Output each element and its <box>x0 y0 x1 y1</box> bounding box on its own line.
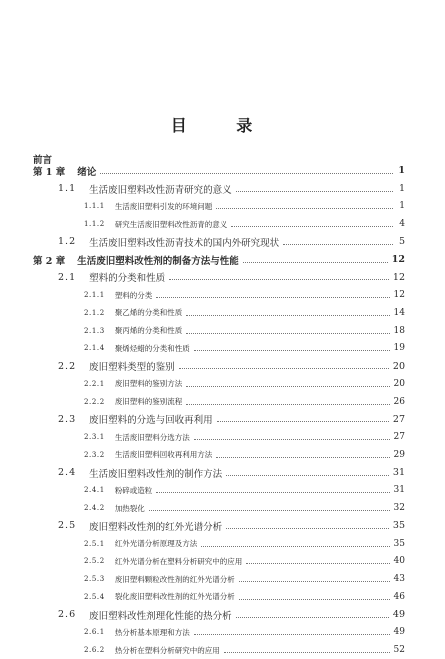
toc-entry-number: 2.4 <box>58 467 77 479</box>
toc-entry-number: 2.3 <box>58 413 77 425</box>
toc-entry-number: 2.1.4 <box>84 344 105 353</box>
toc-chapter-entry <box>0 162 445 180</box>
toc-page-number: 1 <box>398 165 405 177</box>
toc-entry-heading <box>84 378 182 389</box>
toc-section-entry <box>0 411 445 429</box>
toc-section-entry <box>0 464 445 482</box>
toc-entry-heading <box>84 290 152 301</box>
toc-page-number: 1 <box>398 183 405 195</box>
toc-page-number: 40 <box>393 556 405 567</box>
toc-entry-title: 废旧塑料改性剂理化性能的热分析 <box>89 610 232 622</box>
toc-page-number: 35 <box>392 520 405 532</box>
toc-entry-heading <box>84 485 152 496</box>
toc-subsection-entry <box>0 624 445 642</box>
toc-page-number: 46 <box>393 591 405 602</box>
toc-page-number: 27 <box>392 413 405 425</box>
toc-page-number: 1 <box>399 201 405 212</box>
toc-entry-number: 2.1.1 <box>84 291 105 300</box>
dot-leader <box>226 527 389 529</box>
toc-entry-title: 聚乙烯的分类和性质 <box>114 308 183 318</box>
toc-entry-title: 废旧塑料改性剂的红外光谱分析 <box>89 521 223 533</box>
toc-entry-title: 生活废旧塑料引发的环境问题 <box>114 201 213 211</box>
toc-entry-number: 2.1.3 <box>84 326 105 335</box>
dot-leader <box>243 261 388 263</box>
toc-entry-heading <box>33 164 96 178</box>
toc-subsection-entry <box>0 641 445 659</box>
dot-leader <box>224 651 390 653</box>
toc-entry-number: 2.1 <box>58 271 77 283</box>
page-title: 目 录 <box>170 116 275 135</box>
toc-entry-number: 2.2.1 <box>84 379 105 388</box>
toc-entry-heading <box>84 325 182 336</box>
dot-leader <box>231 225 393 227</box>
toc-section-entry <box>0 606 445 624</box>
toc-entry-title: 红外光谱分析原理及方法 <box>114 539 198 549</box>
toc-entry-title: 生活废旧塑料分选方法 <box>114 432 190 442</box>
toc-entry-title: 绪论 <box>77 166 97 178</box>
toc-page-number: 52 <box>393 645 405 656</box>
toc-entry-number: 2.5.3 <box>84 575 105 584</box>
toc-entry-number: 2.4.2 <box>84 504 105 513</box>
toc-entry-number: 2.5.1 <box>84 539 105 548</box>
dot-leader <box>186 332 389 334</box>
toc-entry-heading <box>58 270 165 284</box>
toc-entry-title: 热分析基本原理和方法 <box>114 627 190 637</box>
dot-leader <box>179 367 389 369</box>
toc-entry-number: 2.5.4 <box>84 592 105 601</box>
toc-page-number: 32 <box>393 503 405 514</box>
toc-page-number: 27 <box>393 432 405 443</box>
toc-section-entry <box>0 180 445 198</box>
toc-entry-title: 废旧塑料的鉴别方法 <box>114 379 183 389</box>
dot-leader <box>226 474 389 476</box>
toc-entry-title: 废旧塑料的鉴别流程 <box>114 397 183 407</box>
toc-page-number: 12 <box>391 254 405 266</box>
toc-entry-heading <box>84 219 227 230</box>
toc-page-number: 12 <box>393 290 405 301</box>
toc-entry-heading <box>58 235 279 249</box>
toc-page-number: 26 <box>393 396 405 407</box>
toc-entry-title: 聚烯烃蜡的分类和性质 <box>114 343 190 353</box>
dot-leader <box>239 598 390 600</box>
dot-leader <box>216 456 389 458</box>
toc-entry-heading <box>84 307 182 318</box>
toc-entry-number: 2.3.2 <box>84 450 105 459</box>
toc-chapter-entry <box>0 251 445 269</box>
toc-entry-heading <box>84 201 212 212</box>
toc-entry-title: 红外光谱分析在塑料分析研究中的应用 <box>114 556 243 566</box>
preface-entry: 前言 <box>33 155 53 166</box>
toc-entry-heading <box>84 574 235 585</box>
toc-entry-title: 废旧塑料的分选与回收再利用 <box>89 415 213 427</box>
toc-subsection-entry <box>0 588 445 606</box>
toc-section-entry <box>0 269 445 287</box>
toc-entry-number: 1.1.2 <box>84 220 105 229</box>
toc-entry-number: 2.5 <box>58 520 77 532</box>
toc-page-number: 20 <box>392 360 405 372</box>
toc-entry-title: 加热裂化 <box>114 503 145 513</box>
toc-entry-number: 2.2.2 <box>84 397 105 406</box>
toc-entry-title: 塑料的分类 <box>114 290 153 300</box>
toc-subsection-entry <box>0 553 445 571</box>
toc-entry-heading <box>58 608 232 622</box>
toc-page-number: 20 <box>393 378 405 389</box>
toc-entry-number: 2.6 <box>58 609 77 621</box>
toc-page-number: 31 <box>393 485 405 496</box>
toc-subsection-entry <box>0 340 445 358</box>
toc-entry-title: 热分析在塑料分析研究中的应用 <box>114 645 220 655</box>
toc-entry-heading <box>58 359 175 373</box>
toc-section-entry <box>0 357 445 375</box>
toc-subsection-entry <box>0 393 445 411</box>
toc-page-number: 49 <box>393 627 405 638</box>
toc-subsection-entry <box>0 215 445 233</box>
dot-leader <box>201 545 389 547</box>
dot-leader <box>169 278 389 280</box>
toc-entry-title: 研究生活废旧塑料改性沥青的意义 <box>114 219 228 229</box>
toc-entry-number: 2.5.2 <box>84 557 105 566</box>
dot-leader <box>156 296 389 298</box>
toc-page-number: 29 <box>393 449 405 460</box>
toc-section-entry <box>0 233 445 251</box>
toc-entry-title: 生活废旧塑料改性剂的制备方法与性能 <box>77 255 239 267</box>
toc-subsection-entry <box>0 286 445 304</box>
dot-leader <box>217 420 389 422</box>
toc-page-number: 43 <box>393 574 405 585</box>
toc-entry-heading <box>58 182 232 196</box>
toc-entry-heading <box>58 519 222 533</box>
toc-entry-number: 2.2 <box>58 360 77 372</box>
dot-leader <box>246 562 389 564</box>
dot-leader <box>100 172 393 174</box>
dot-leader <box>186 403 389 405</box>
toc-entry-title: 裂化废旧塑料改性剂的红外光谱分析 <box>114 592 235 602</box>
table-of-contents <box>0 162 445 659</box>
dot-leader <box>236 190 393 192</box>
toc-entry-number: 2.6.2 <box>84 646 105 655</box>
toc-entry-title: 生活废旧塑料改性沥青技术的国内外研究现状 <box>89 237 280 249</box>
toc-page-number: 49 <box>392 609 405 621</box>
toc-entry-number: 2.1.2 <box>84 308 105 317</box>
toc-entry-number: 2.4.1 <box>84 486 105 495</box>
toc-entry-heading <box>84 645 220 656</box>
toc-entry-heading <box>58 466 222 480</box>
toc-subsection-entry <box>0 535 445 553</box>
toc-entry-heading <box>84 449 212 460</box>
toc-entry-number: 第 1 章 <box>33 166 66 178</box>
toc-subsection-entry <box>0 375 445 393</box>
toc-subsection-entry <box>0 322 445 340</box>
dot-leader <box>236 616 389 618</box>
toc-entry-number: 1.1.1 <box>84 202 105 211</box>
toc-section-entry <box>0 517 445 535</box>
toc-page-number: 35 <box>393 538 405 549</box>
toc-page-number: 31 <box>392 467 405 479</box>
toc-entry-heading <box>84 538 197 549</box>
toc-entry-title: 废旧塑料颗粒改性剂的红外光谱分析 <box>114 574 235 584</box>
toc-entry-number: 1.2 <box>58 236 77 248</box>
toc-page-number: 19 <box>393 343 405 354</box>
toc-entry-title: 生活废旧塑料改性沥青研究的意义 <box>89 184 232 196</box>
dot-leader <box>194 633 390 635</box>
toc-subsection-entry <box>0 304 445 322</box>
toc-entry-title: 粉碎或造粒 <box>114 485 153 495</box>
dot-leader <box>186 314 389 316</box>
toc-page-number: 12 <box>392 271 405 283</box>
toc-entry-heading <box>84 396 182 407</box>
toc-entry-heading <box>84 591 235 602</box>
toc-subsection-entry <box>0 446 445 464</box>
toc-page-number: 14 <box>393 307 405 318</box>
toc-entry-heading <box>84 556 242 567</box>
dot-leader <box>186 385 389 387</box>
toc-subsection-entry <box>0 570 445 588</box>
toc-entry-number: 第 2 章 <box>33 255 66 267</box>
toc-subsection-entry <box>0 428 445 446</box>
toc-entry-title: 生活废旧塑料回收再利用方法 <box>114 450 213 460</box>
toc-entry-heading <box>84 503 145 514</box>
toc-subsection-entry <box>0 482 445 500</box>
dot-leader <box>156 491 389 493</box>
dot-leader <box>216 207 393 209</box>
dot-leader <box>149 509 390 511</box>
dot-leader <box>194 438 390 440</box>
toc-entry-title: 聚丙烯的分类和性质 <box>114 326 183 336</box>
toc-subsection-entry <box>0 198 445 216</box>
dot-leader <box>283 243 393 245</box>
toc-entry-heading <box>33 253 239 267</box>
dot-leader <box>194 349 390 351</box>
toc-entry-heading <box>84 432 190 443</box>
toc-entry-title: 塑料的分类和性质 <box>89 273 166 285</box>
toc-subsection-entry <box>0 499 445 517</box>
toc-entry-number: 1.1 <box>58 183 77 195</box>
toc-entry-heading <box>84 343 190 354</box>
toc-entry-number: 2.6.1 <box>84 628 105 637</box>
toc-entry-title: 废旧塑料类型的鉴别 <box>89 362 175 374</box>
toc-entry-heading <box>58 412 213 426</box>
toc-page-number: 4 <box>399 219 405 230</box>
toc-entry-number: 2.3.1 <box>84 433 105 442</box>
toc-page-number: 18 <box>393 325 405 336</box>
toc-page-number: 5 <box>398 236 405 248</box>
dot-leader <box>239 580 390 582</box>
toc-entry-title: 生活废旧塑料改性剂的制作方法 <box>89 468 223 480</box>
